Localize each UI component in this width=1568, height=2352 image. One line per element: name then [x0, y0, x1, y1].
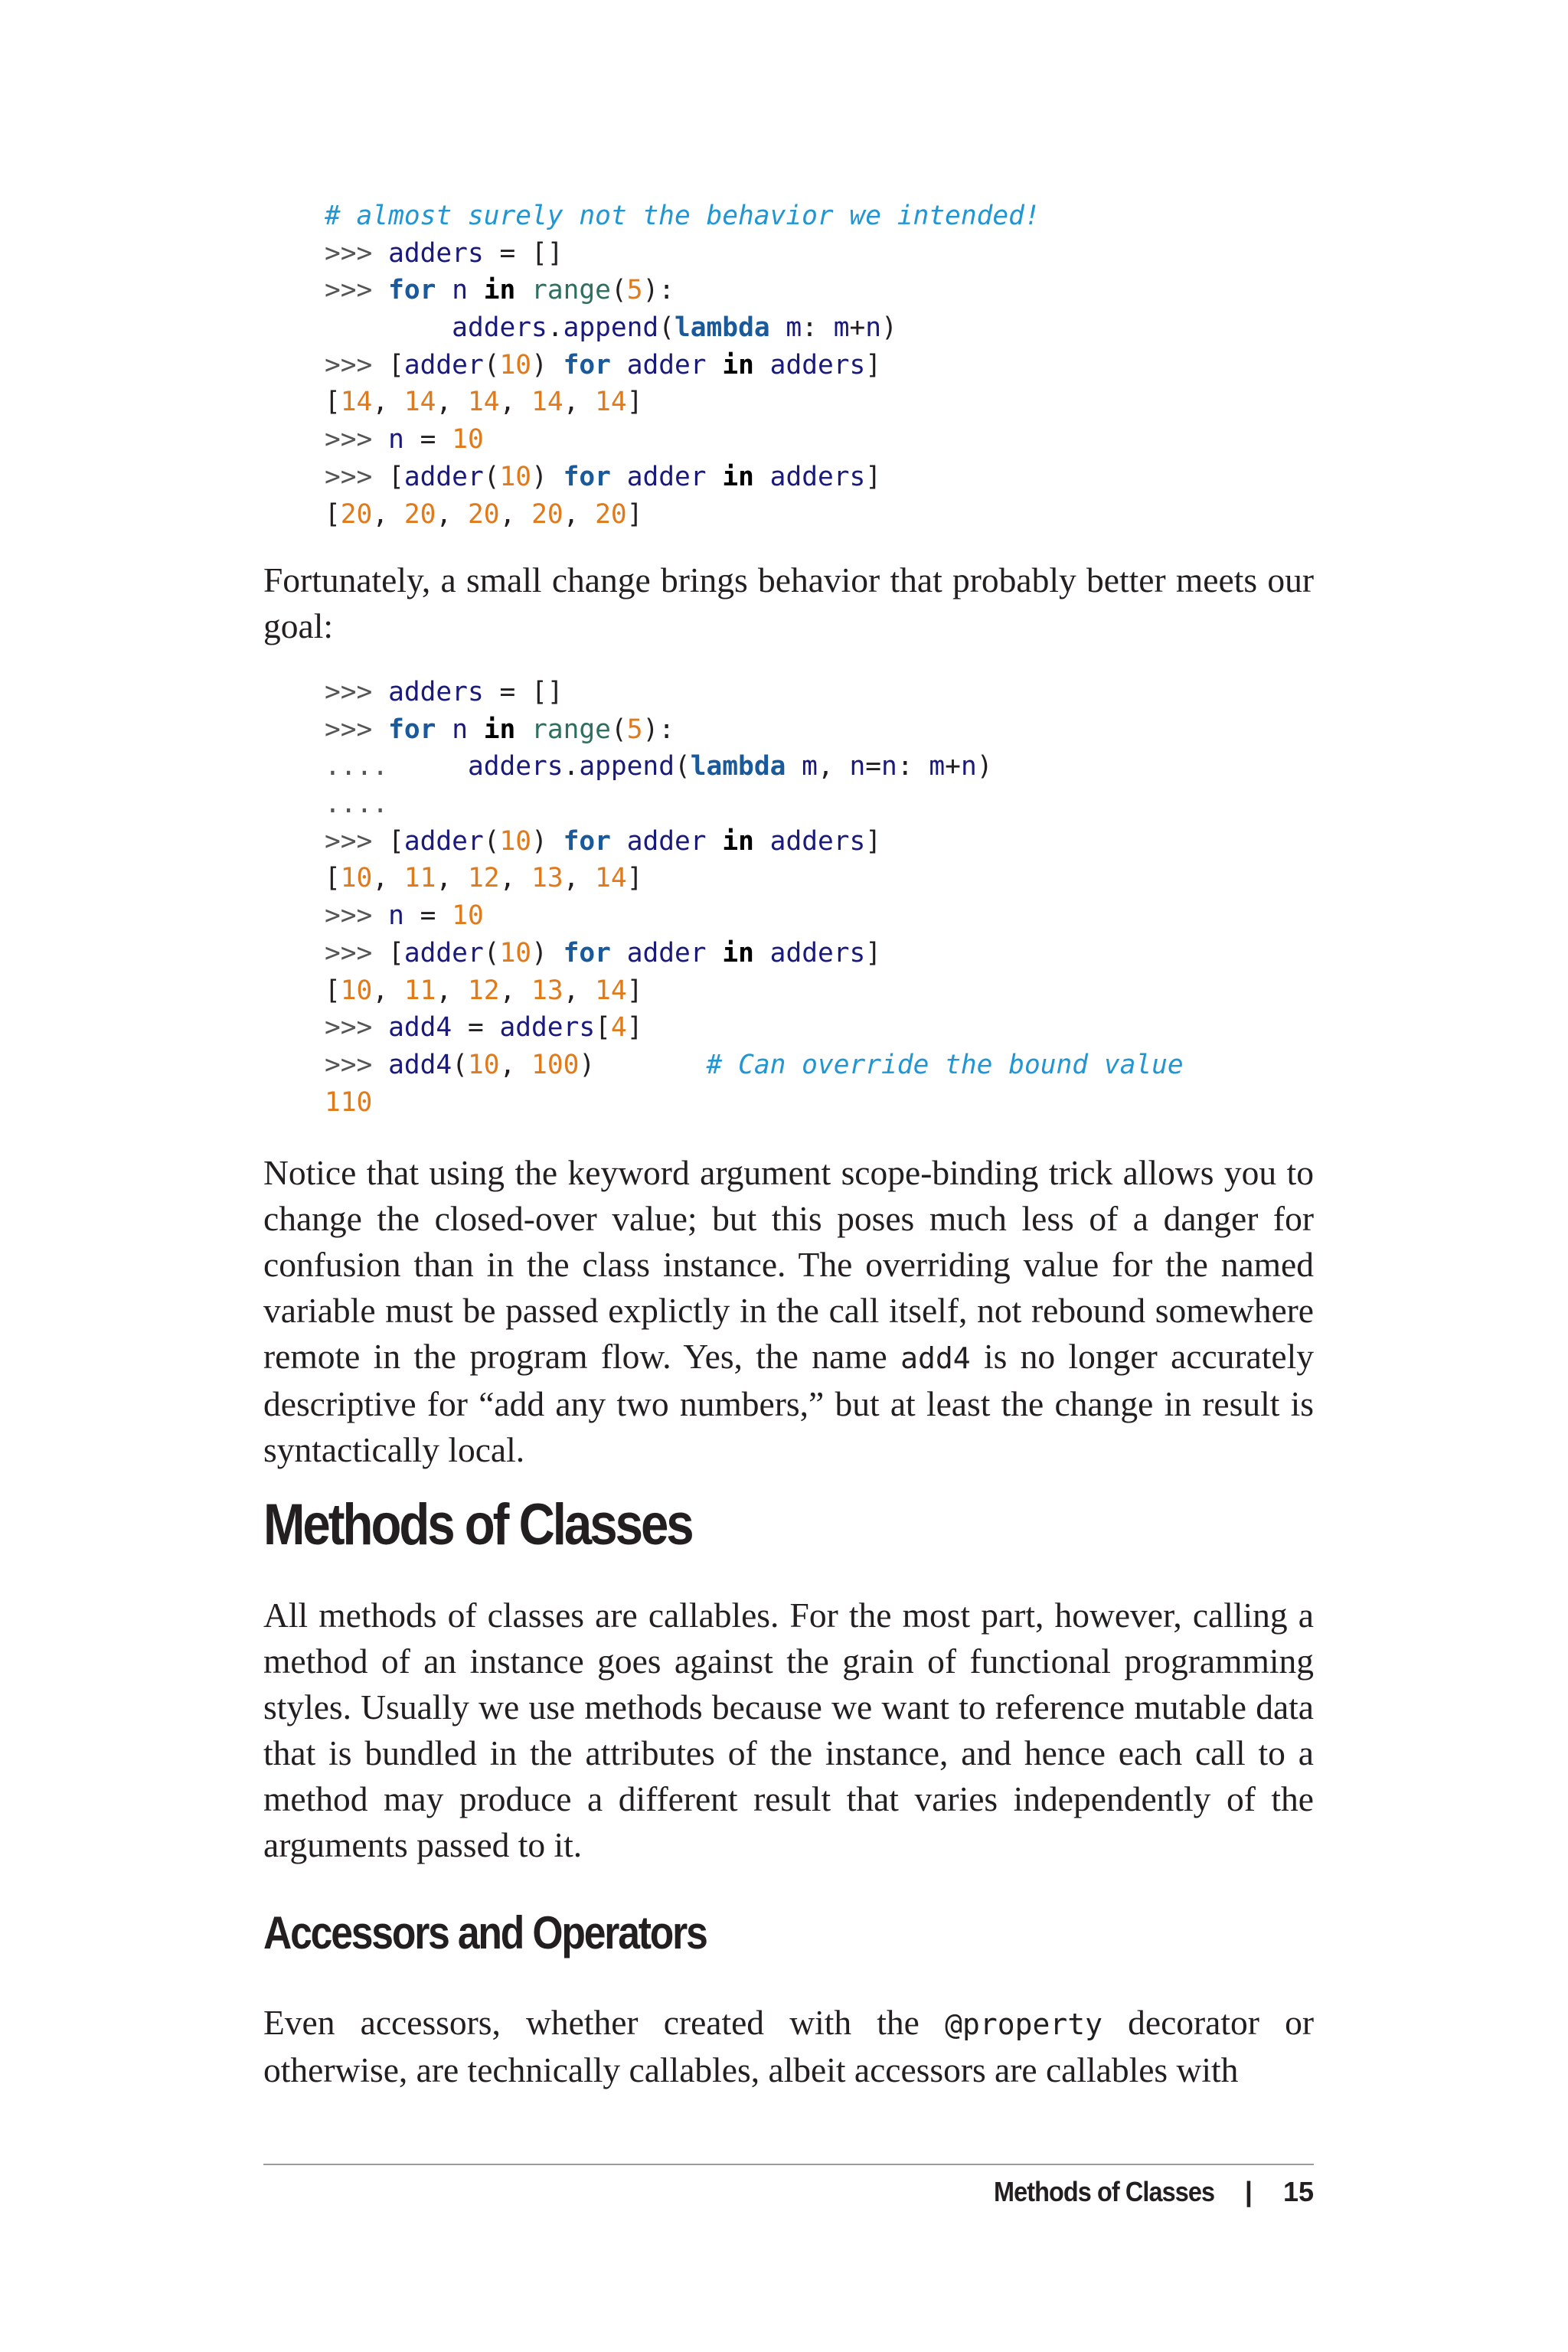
code-token: ] [865, 461, 882, 492]
code-token: 10 [467, 1049, 500, 1080]
code-token: >>> [325, 424, 389, 456]
code-token: , [372, 863, 404, 894]
code-token: >>> [325, 275, 389, 306]
code-line [325, 421, 1040, 459]
code-token: ) [531, 825, 564, 857]
code-block-keyword-binding [325, 674, 1184, 1121]
code-token [515, 714, 531, 745]
code-token: adder [403, 825, 484, 857]
code-token: , [563, 387, 596, 418]
code-token: ) [579, 1049, 707, 1080]
code-line [325, 1047, 1184, 1084]
code-token: add4 [388, 1012, 452, 1044]
code-token: [ [388, 825, 404, 857]
code-token: adder [403, 461, 484, 492]
code-token [468, 275, 484, 305]
code-line [325, 1084, 1184, 1122]
code-token: 4 [610, 1012, 627, 1044]
code-token: ( [483, 461, 500, 492]
code-token [325, 312, 452, 343]
code-token: , [499, 1049, 532, 1080]
code-token [754, 350, 770, 381]
paragraph-methods: All methods of classes are callables. For the most part, however, calling a method of an instance goes against the grain of functional programming styles. Usually we use methods because we want to reference mutable data that is bundled in the attributes of the instance, and hence each call to a method may produce a different result that varies independently of the arguments passed to it. [263, 1596, 1314, 1864]
code-line [325, 384, 1040, 421]
code-token: , [436, 387, 468, 418]
code-line [325, 860, 1184, 897]
code-token: 12 [467, 863, 500, 894]
code-token: >>> [325, 1049, 389, 1080]
code-line [325, 496, 1040, 534]
code-token: 13 [531, 863, 564, 894]
code-line [325, 198, 1040, 235]
code-token: [ [325, 387, 341, 418]
code-token: ) [531, 937, 564, 969]
code-token [611, 826, 627, 857]
section-heading-methods-of-classes: Methods of Classes [263, 1492, 692, 1557]
code-token: [ [388, 349, 404, 381]
code-line [325, 674, 1184, 711]
code-token: 10 [340, 863, 373, 894]
code-token: : [897, 751, 929, 782]
code-token: [ [325, 975, 341, 1006]
code-token: ] [865, 937, 882, 969]
code-token: 10 [499, 461, 532, 492]
code-token: 10 [499, 825, 532, 857]
code-token: , [563, 975, 596, 1006]
code-line [325, 459, 1040, 496]
code-token: n [849, 751, 866, 782]
code-token: , [817, 751, 850, 782]
code-token: , [372, 498, 404, 530]
code-token: [ [388, 937, 404, 969]
code-token: add4 [388, 1049, 452, 1080]
code-token: ( [658, 312, 675, 344]
code-token: >>> [325, 825, 389, 857]
code-token: 14 [467, 387, 500, 418]
code-token [468, 714, 484, 745]
code-line [325, 235, 1040, 273]
code-token: 20 [340, 498, 373, 530]
code-token: ): [642, 275, 675, 306]
code-line [325, 309, 1040, 347]
code-token: # almost surely not the behavior we intended! [325, 201, 1040, 231]
code-token: . [563, 751, 580, 782]
code-token: for [388, 275, 436, 306]
code-token: = [403, 900, 452, 932]
code-token: 11 [403, 975, 436, 1006]
code-token: ) [881, 312, 897, 344]
code-token: + [849, 312, 866, 344]
code-token: append [579, 751, 675, 782]
code-token: , [499, 387, 532, 418]
code-token [770, 312, 786, 343]
code-token: 10 [452, 900, 484, 932]
code-line [325, 935, 1184, 972]
code-token: n [960, 751, 977, 782]
code-token: >>> [325, 900, 389, 932]
code-token: + [945, 751, 961, 782]
code-token: ] [626, 863, 643, 894]
code-token: 20 [403, 498, 436, 530]
footer-section-title: Methods of Classes [993, 2176, 1214, 2207]
code-token: >>> [325, 937, 389, 969]
code-token: adders [467, 751, 564, 782]
code-token [707, 826, 723, 857]
code-token: adders [769, 349, 866, 381]
code-token: m [833, 312, 850, 344]
code-token: 10 [340, 975, 373, 1006]
code-token: lambda [690, 751, 786, 782]
code-token [515, 275, 531, 305]
code-token: 11 [403, 863, 436, 894]
code-token: n [865, 312, 882, 344]
code-token: ] [865, 825, 882, 857]
code-token: adders [388, 237, 484, 269]
code-token: = [452, 1012, 500, 1044]
code-token: n [388, 424, 404, 456]
code-token: # Can override the bound value [706, 1049, 1184, 1080]
code-token: in [722, 937, 754, 969]
inline-code-add4: add4 [900, 1341, 971, 1375]
code-token: ( [674, 751, 691, 782]
code-line [325, 347, 1040, 384]
code-token: adder [403, 349, 484, 381]
code-token: 20 [467, 498, 500, 530]
inline-code-property: @property [945, 2007, 1102, 2041]
code-token: for [563, 461, 611, 492]
code-token: in [722, 461, 754, 492]
code-token: .... [325, 751, 468, 782]
code-token: , [499, 863, 532, 894]
paragraph-notice-text-2: is no longer accurately descriptive for “add any two numbers,” but at least the change in result is syntactically local. [263, 1337, 1314, 1469]
code-token: n [452, 714, 468, 745]
code-token: adder [626, 937, 707, 969]
code-token: append [563, 312, 659, 344]
code-token: >>> [325, 461, 389, 492]
code-token: , [436, 498, 468, 530]
code-token: 5 [626, 714, 643, 745]
code-token [707, 938, 723, 969]
code-token: 14 [595, 975, 627, 1006]
code-token [786, 751, 802, 782]
code-token: n [881, 751, 897, 782]
code-line [325, 972, 1184, 1010]
code-token: [ [325, 863, 341, 894]
code-token: 100 [531, 1049, 580, 1080]
code-token: 12 [467, 975, 500, 1006]
page-number: 15 [1282, 2176, 1314, 2207]
code-token: lambda [674, 312, 770, 344]
code-token: adders [769, 937, 866, 969]
code-token: .... [325, 789, 389, 820]
code-token [707, 350, 723, 381]
paragraph-accessors-text-2: decorator or otherwise, are technically callables, albeit accessors are callables with [263, 2003, 1314, 2089]
code-token: >>> [325, 1012, 389, 1044]
code-token: ) [531, 461, 564, 492]
code-token: 10 [499, 937, 532, 969]
paragraph-notice [263, 1150, 1314, 1473]
code-token [611, 462, 627, 492]
code-token: , [436, 975, 468, 1006]
code-token: 10 [499, 349, 532, 381]
code-token: >>> [325, 237, 389, 269]
code-token: [ [325, 498, 341, 530]
code-token: adder [626, 825, 707, 857]
page-footer [969, 2176, 1314, 2208]
code-token: ) [976, 751, 993, 782]
code-token: [ [388, 461, 404, 492]
footer-divider [263, 2164, 1314, 2165]
code-token: = [403, 424, 452, 456]
code-token: for [563, 937, 611, 969]
code-token: adder [626, 461, 707, 492]
code-token: ( [610, 275, 627, 306]
code-token: range [531, 275, 611, 306]
code-token: 14 [403, 387, 436, 418]
code-token: in [483, 714, 516, 745]
code-token: 10 [452, 424, 484, 456]
subsection-heading-accessors-and-operators: Accessors and Operators [263, 1907, 707, 1958]
code-token: = [865, 751, 882, 782]
code-token: ] [626, 387, 643, 418]
code-token: ) [531, 349, 564, 381]
code-token: ( [483, 825, 500, 857]
code-token: adders [499, 1012, 596, 1044]
code-token: [ [595, 1012, 611, 1044]
code-token: , [563, 863, 596, 894]
code-token: , [563, 498, 596, 530]
paragraph-notice-text-1: Notice that using the keyword argument scope-binding trick allows you to change the closed-over value; but this poses much less of a danger for confusion than in the class instance. The overriding value for the named variable must be passed explictly in the call itself, not rebound somewhere remote in the program flow. Yes, the name [263, 1153, 1314, 1376]
code-token: 14 [531, 387, 564, 418]
code-token: , [372, 387, 404, 418]
code-line [325, 823, 1184, 861]
code-token: range [531, 714, 611, 745]
code-token: 5 [626, 275, 643, 306]
code-token: for [563, 825, 611, 857]
code-token [754, 462, 770, 492]
code-token: ( [452, 1049, 468, 1080]
code-token: ( [483, 349, 500, 381]
code-token: adders [769, 825, 866, 857]
code-token: adder [626, 349, 707, 381]
code-token: for [388, 714, 436, 745]
code-token: for [563, 349, 611, 381]
code-block-closure-bug [325, 198, 1040, 533]
code-line [325, 897, 1184, 935]
code-token: >>> [325, 677, 389, 707]
code-token: m [802, 751, 818, 782]
code-token: : [802, 312, 834, 344]
code-token: m [929, 751, 946, 782]
code-token: ): [642, 714, 675, 745]
code-token: ] [626, 1012, 643, 1044]
code-line [325, 1009, 1184, 1047]
code-line [325, 711, 1184, 749]
code-token [611, 350, 627, 381]
footer-separator: | [1244, 2176, 1253, 2207]
code-token: = [] [483, 237, 564, 269]
code-token: 14 [595, 863, 627, 894]
code-token: 14 [595, 387, 627, 418]
code-token: , [436, 863, 468, 894]
code-token: >>> [325, 714, 389, 745]
paragraph-accessors-text-1: Even accessors, whether created with the [263, 2003, 946, 2042]
code-token: adders [769, 461, 866, 492]
code-token [707, 462, 723, 492]
code-token [754, 826, 770, 857]
code-token: adder [403, 937, 484, 969]
code-token: ] [626, 498, 643, 530]
code-token [436, 714, 452, 745]
code-token: . [547, 312, 564, 344]
code-token: ( [610, 714, 627, 745]
code-token: , [499, 975, 532, 1006]
paragraph-fortunately: Fortunately, a small change brings behavior that probably better meets our goal: [263, 560, 1314, 645]
code-token: , [372, 975, 404, 1006]
code-token: 20 [595, 498, 627, 530]
code-token: n [452, 275, 468, 306]
code-token: = [] [483, 677, 564, 707]
code-token [754, 938, 770, 969]
code-line [325, 786, 1184, 823]
paragraph-accessors [263, 2000, 1314, 2093]
code-token: ] [865, 349, 882, 381]
code-token: adders [388, 677, 484, 707]
code-token: 20 [531, 498, 564, 530]
code-token: ( [483, 937, 500, 969]
code-token: in [722, 825, 754, 857]
code-token [611, 938, 627, 969]
code-token: ] [626, 975, 643, 1006]
code-token: in [722, 349, 754, 381]
code-token: , [499, 498, 532, 530]
code-line [325, 272, 1040, 309]
code-token: adders [452, 312, 547, 344]
code-token: m [786, 312, 802, 344]
code-token: 14 [340, 387, 373, 418]
code-line [325, 748, 1184, 786]
code-token: 13 [531, 975, 564, 1006]
code-token: in [483, 275, 516, 306]
code-token [436, 275, 452, 305]
code-token: n [388, 900, 404, 932]
code-token: 110 [325, 1086, 373, 1118]
code-token: >>> [325, 349, 389, 381]
